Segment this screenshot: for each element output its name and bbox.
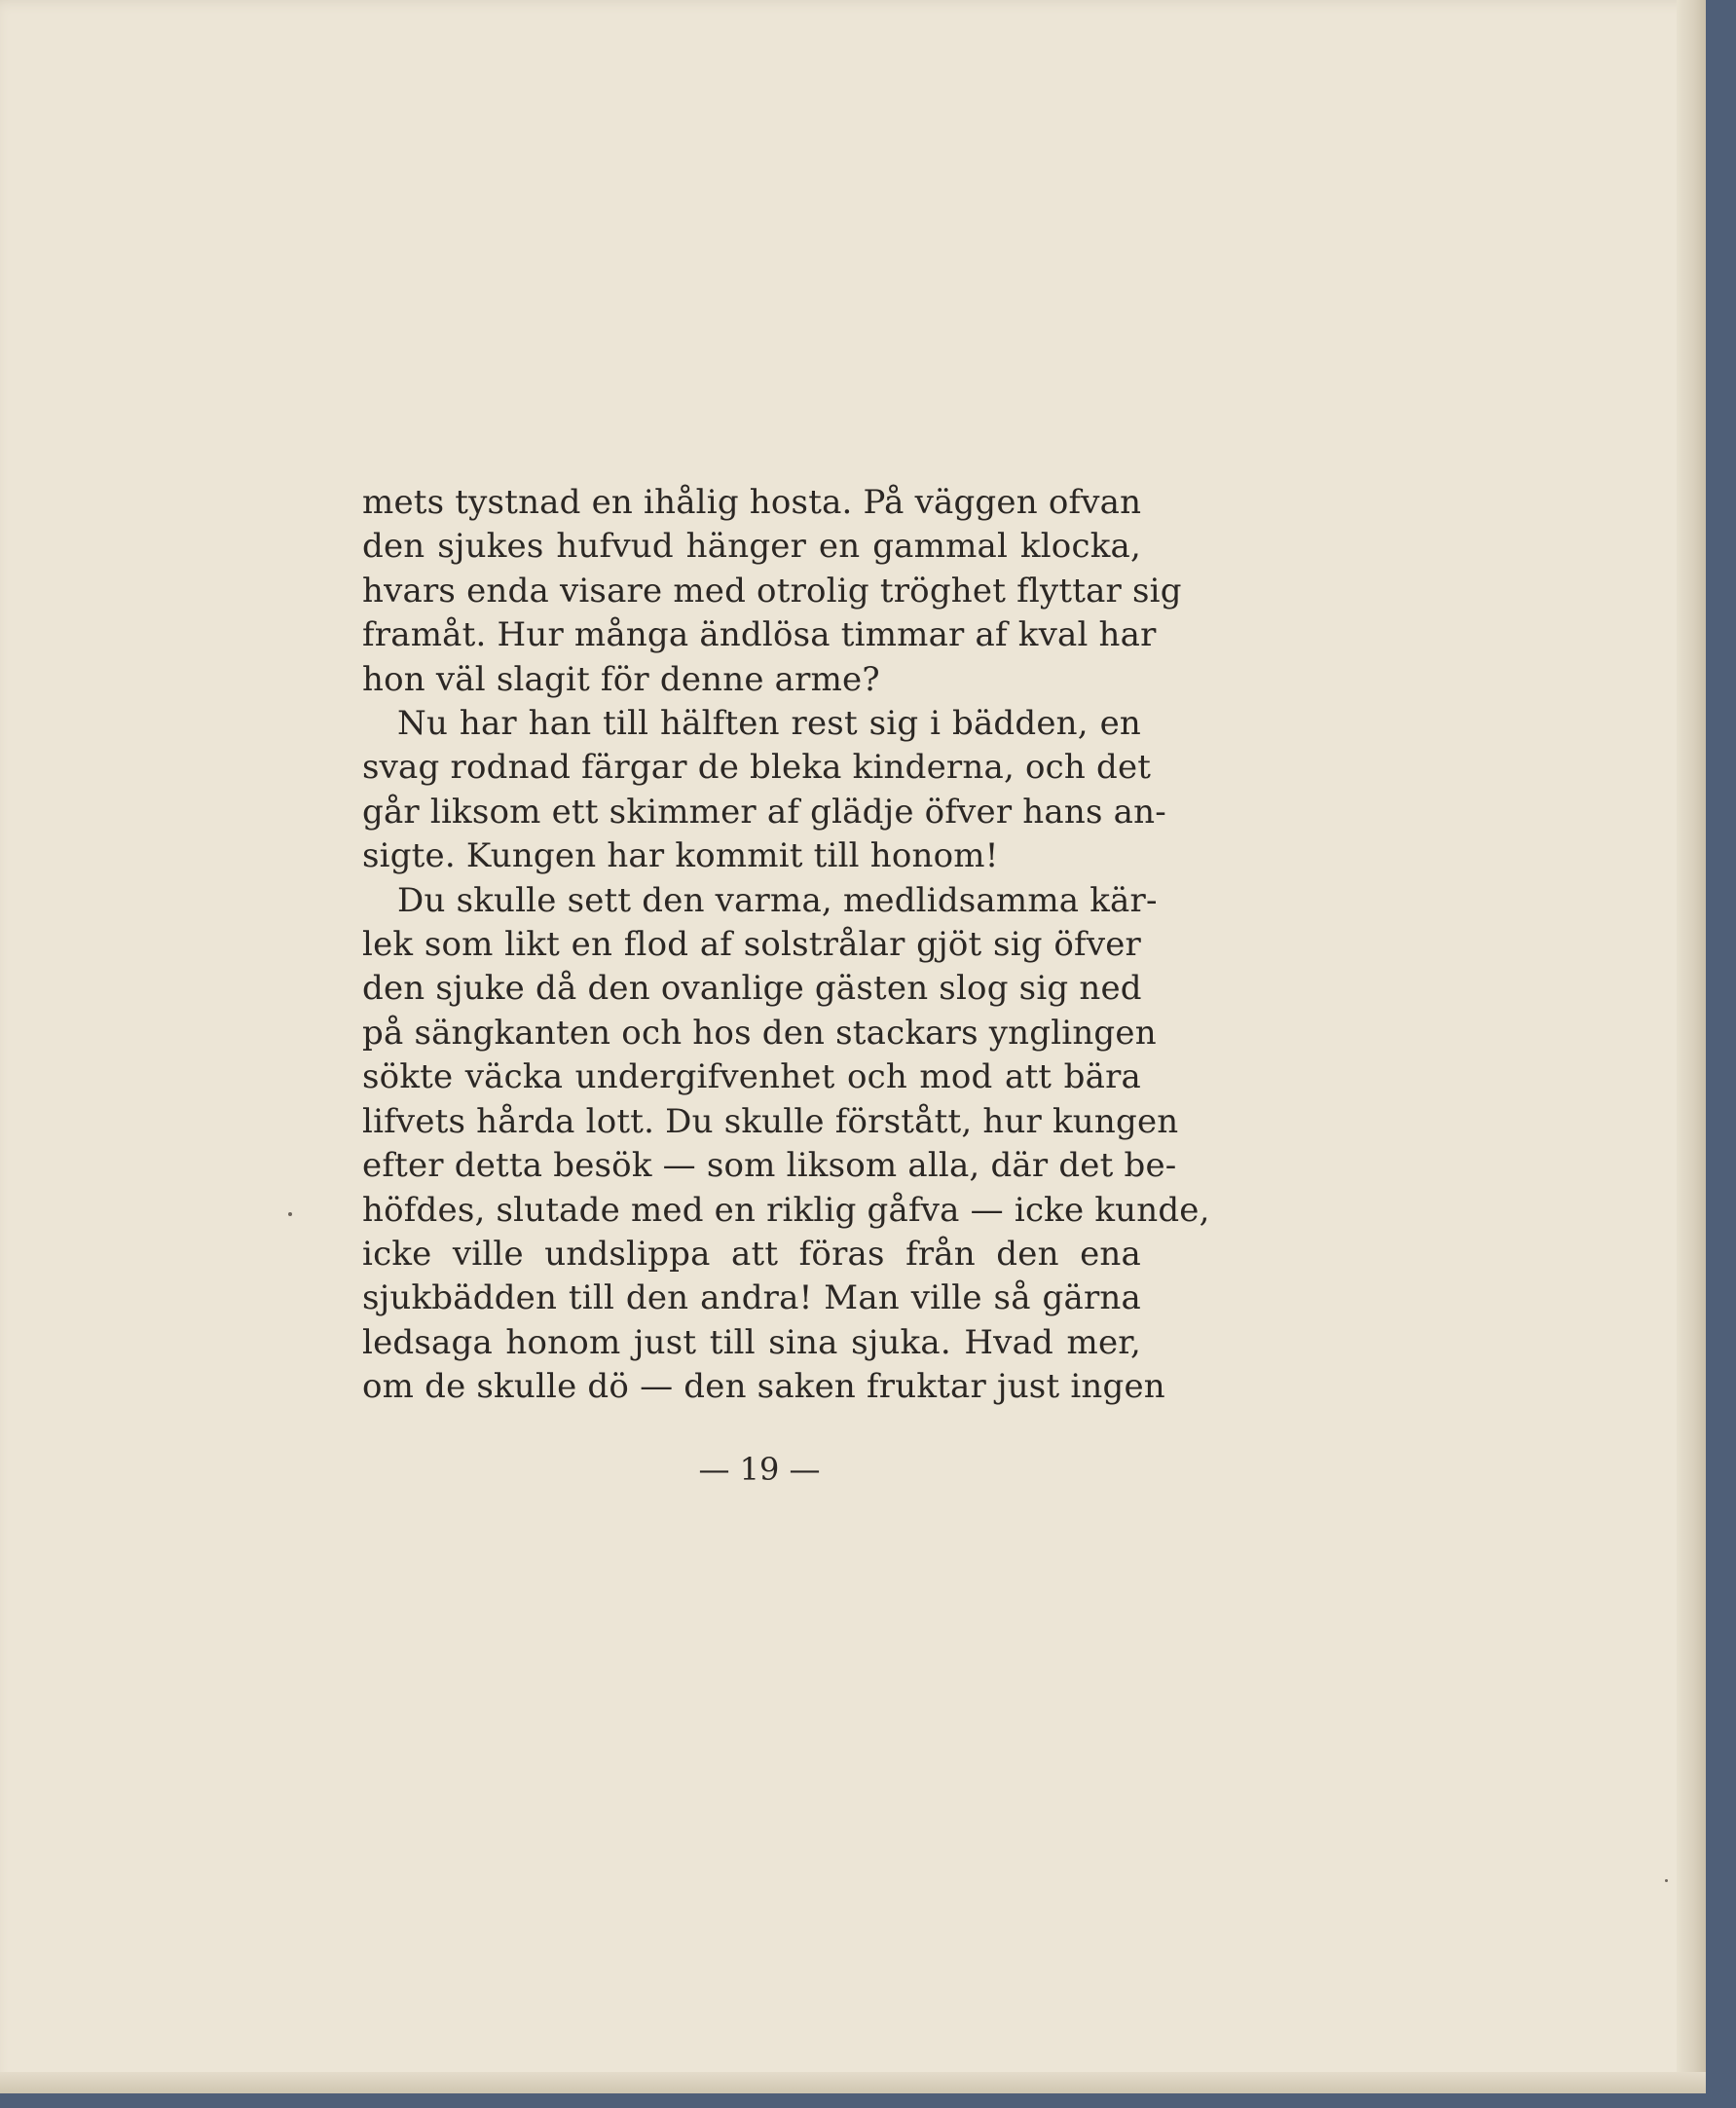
text-line: om de skulle dö — den saken fruktar just ingen (362, 1367, 1165, 1407)
text-line: Nu har han till hälften rest sig i bädden, en (397, 704, 1141, 744)
body-text (362, 481, 1210, 1410)
text-line: framåt. Hur många ändlösa timmar af kval har (362, 615, 1157, 655)
text-line: den sjuke då den ovanlige gästen slog sig ned (362, 969, 1142, 1009)
text-line: sökte väcka undergifvenhet och mod att bära (362, 1057, 1141, 1097)
page-edge-right (1677, 0, 1706, 2093)
paper-speck (288, 1212, 292, 1216)
text-line: höfdes, slutade med en riklig gåfva — icke kunde, (362, 1190, 1210, 1230)
text-line: den sjukes hufvud hänger en gammal klocka, (362, 527, 1141, 567)
text-line: ledsaga honom just till sina sjuka. Hvad mer, (362, 1322, 1141, 1362)
text-line: lifvets hårda lott. Du skulle förstått, hur kungen (362, 1101, 1179, 1141)
paper-speck (1665, 1879, 1668, 1882)
text-line: mets tystnad en ihålig hosta. På väggen ofvan (362, 483, 1142, 522)
text-line: svag rodnad färgar de bleka kinderna, och det (362, 748, 1152, 788)
text-line: hvars enda visare med otrolig tröghet flyttar sig (362, 571, 1182, 610)
text-line: efter detta besök — som liksom alla, där det be- (362, 1146, 1177, 1186)
text-line: hon väl slagit för denne arme? (362, 659, 880, 699)
text-line: sjukbädden till den andra! Man ville så gärna (362, 1278, 1141, 1318)
text-line: på sängkanten och hos den stackars ynglingen (362, 1013, 1157, 1053)
text-line: sigte. Kungen har kommit till honom! (362, 836, 999, 876)
text-line: lek som likt en flod af solstrålar gjöt sig öfver (362, 925, 1141, 965)
page-edge-bottom (0, 2072, 1706, 2093)
text-line: Du skulle sett den varma, medlidsamma kär- (397, 880, 1158, 920)
text-line: icke ville undslippa att föras från den ena (362, 1234, 1141, 1274)
page-number: — 19 — (698, 1451, 821, 1488)
text-line: går liksom ett skimmer af glädje öfver hans an- (362, 792, 1166, 832)
